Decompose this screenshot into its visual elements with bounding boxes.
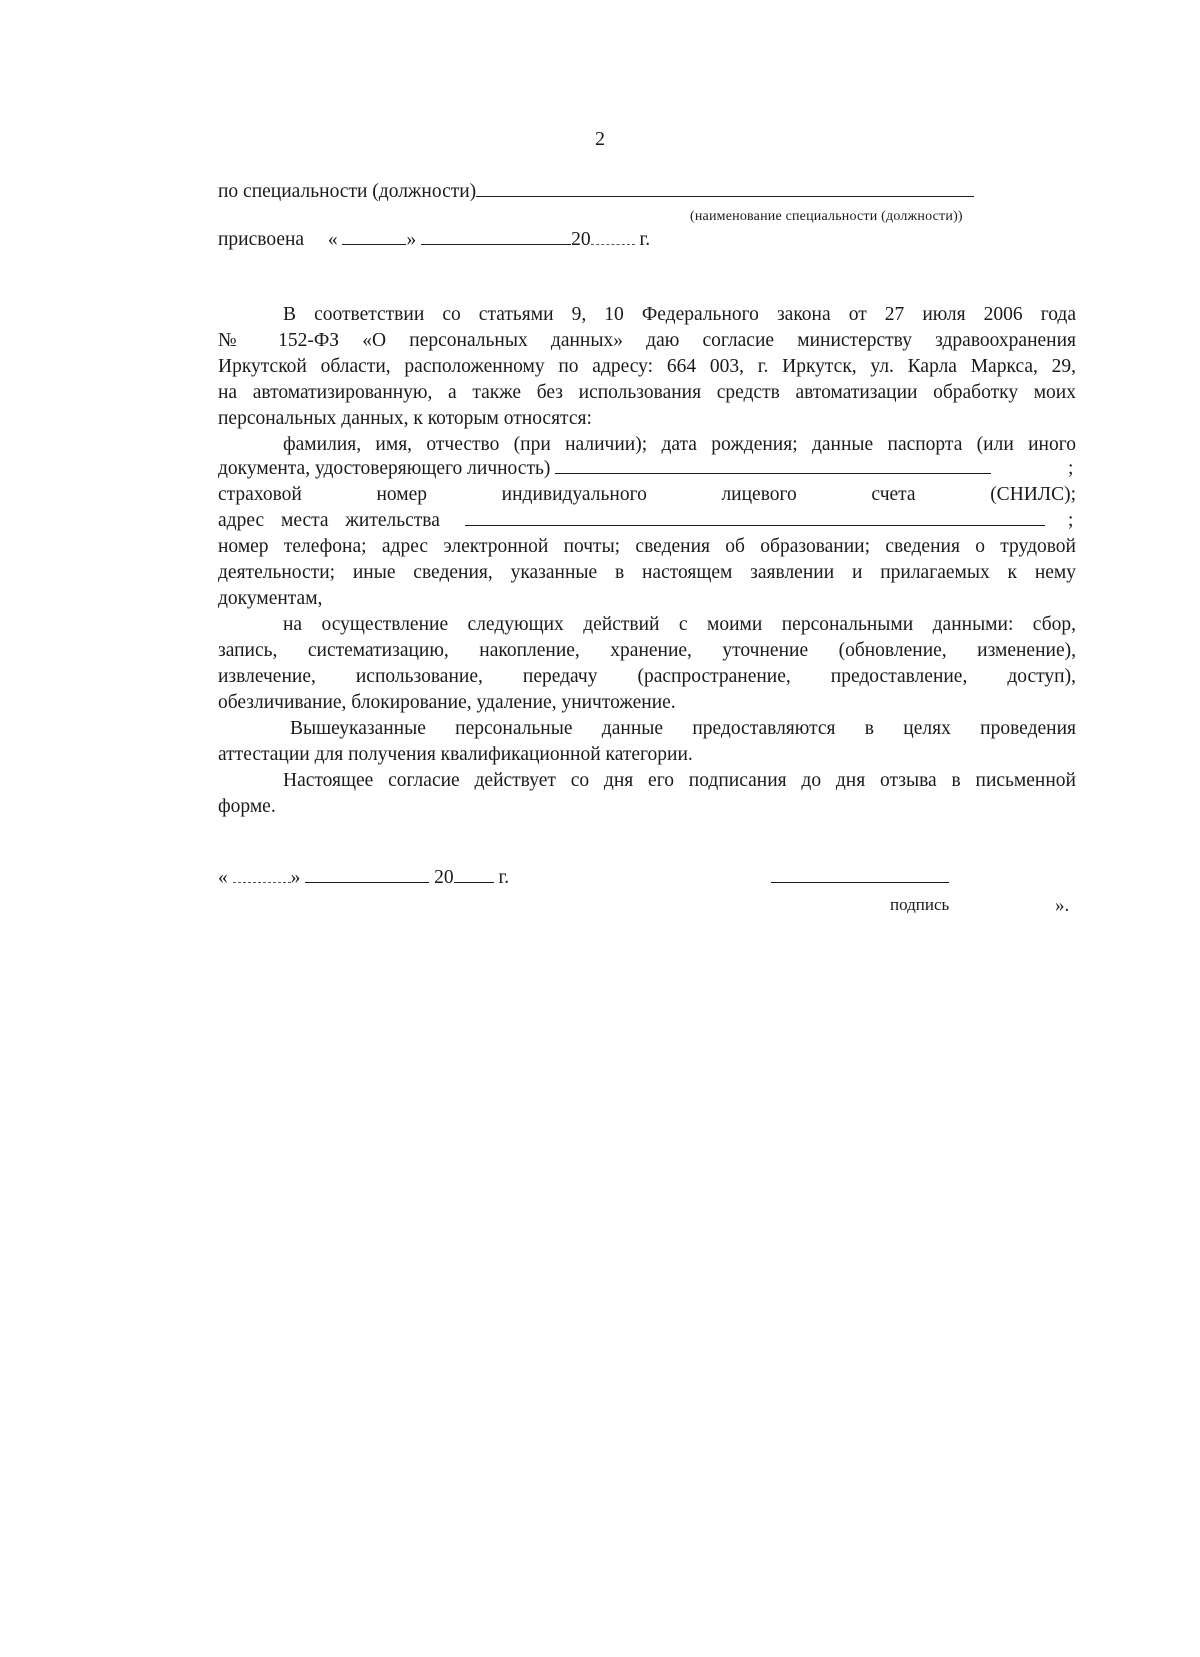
consent-line: Иркутской области, расположенному по адресу: 664 003, г. Иркутск, ул. Карла Маркса, 29, [218,356,1076,377]
actions-line: обезличивание, блокирование, удаление, уничтожение. [218,692,676,713]
actions-line: запись, систематизацию, накопление, хранение, уточнение (обновление, изменение), [218,640,1076,661]
assigned-year-field[interactable] [591,243,635,245]
validity-line: Настоящее согласие действует со дня его подписания до дня отзыва в письменной [283,770,1076,791]
specialty-caption: (наименование специальности (должности)) [690,209,963,224]
assigned-day-field[interactable] [342,243,406,245]
purpose-line: аттестации для получения квалификационной категории. [218,744,693,765]
purpose-line: Вышеуказанные персональные данные предоставляются в целях проведения [290,718,1076,739]
assigned-label: присвоена [218,229,305,250]
footer-quote-open: « [218,867,228,888]
address-field[interactable] [465,524,1045,526]
specialty-field[interactable] [476,195,974,197]
address-label: адрес места жительства [218,510,440,531]
footer-month-field[interactable] [305,881,429,883]
validity-line: форме. [218,796,276,817]
assigned-year-prefix: 20 [571,229,591,250]
address-row [218,511,1045,531]
signature-caption: подпись [890,895,950,914]
assigned-row [218,230,650,250]
specialty-row [218,182,974,202]
assigned-quote-open: « [327,229,338,250]
assigned-year-suffix: г. [639,229,651,250]
identity-doc-semicolon: ; [1068,458,1074,479]
identity-doc-row [218,459,991,479]
consent-line: № 152-ФЗ «О персональных данных» даю согласие министерству здравоохранения [218,330,1076,351]
data-list-line: номер телефона; адрес электронной почты; сведения об образовании; сведения о трудовой [218,536,1076,557]
footer-day-field[interactable] [233,881,291,883]
assigned-quote-close: » [406,229,417,250]
specialty-label: по специальности (должности) [218,181,477,202]
footer-year-suffix: г. [498,867,510,888]
consent-line: на автоматизированную, а также без использования средств автоматизации обработку моих [218,382,1076,403]
consent-line: В соответствии со статьями 9, 10 Федерального закона от 27 июля 2006 года [283,304,1076,325]
data-list-line: документам, [218,588,323,609]
signature-field[interactable] [771,882,949,883]
actions-line: извлечение, использование, передачу (распространение, предоставление, доступ), [218,666,1076,687]
footer-date-row [218,868,509,888]
data-list-line: деятельности; иные сведения, указанные в настоящем заявлении и прилагаемых к нему [218,562,1076,583]
footer-year-field[interactable] [454,881,494,883]
actions-line: на осуществление следующих действий с моими персональными данными: сбор, [283,614,1076,635]
signature-closing: ». [1055,895,1070,916]
address-semicolon: ; [1068,510,1074,531]
footer-year-prefix: 20 [434,867,454,888]
page-number: 2 [595,128,605,150]
assigned-month-field[interactable] [421,243,571,245]
identity-doc-label: документа, удостоверяющего личность) [218,458,551,479]
footer-quote-close: » [290,867,301,888]
consent-line: персональных данных, к которым относятся: [218,408,592,429]
data-list-line: фамилия, имя, отчество (при наличии); дата рождения; данные паспорта (или иного [283,434,1076,455]
snils-line: страховой номер индивидуального лицевого счета (СНИЛС); [218,484,1076,505]
identity-doc-field[interactable] [555,472,991,474]
